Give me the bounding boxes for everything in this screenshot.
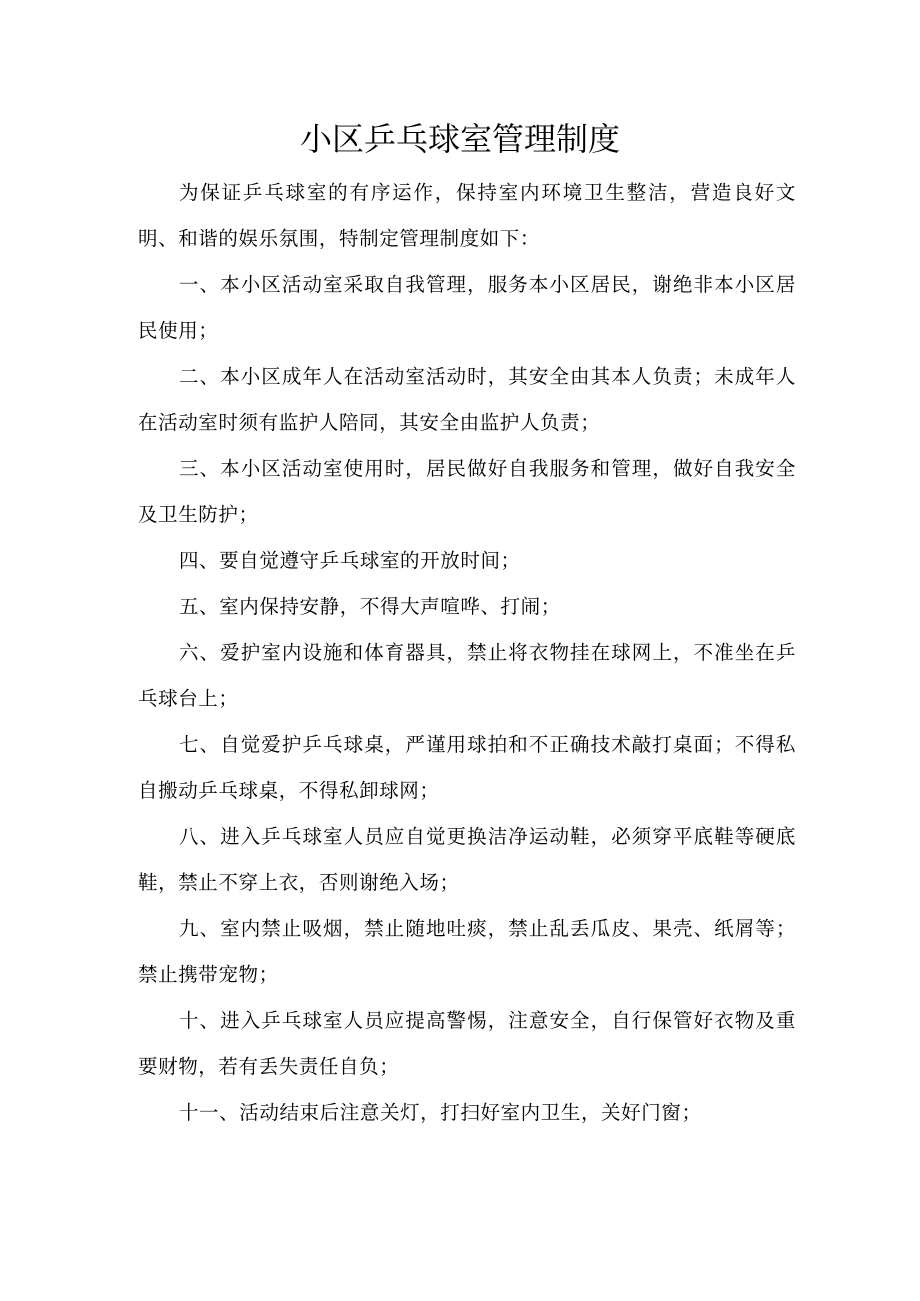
document-title: 小区乒乓球室管理制度: [299, 120, 620, 158]
rule-paragraph-6: 六、爱护室内设施和体育器具，禁止将衣物挂在球网上，不准坐在乒乓球台上；: [138, 641, 796, 710]
rule-paragraph-2: 二、本小区成年人在活动室活动时，其安全由其本人负责；未成年人在活动室时须有监护人陪同，其安全由监护人负责；: [138, 365, 796, 434]
rule-paragraph-1: 一、本小区活动室采取自我管理，服务本小区居民，谢绝非本小区居民使用；: [138, 273, 796, 342]
rule-paragraph-4: 四、要自觉遵守乒乓球室的开放时间；: [178, 549, 521, 572]
intro-paragraph: 为保证乒乓球室的有序运作，保持室内环境卫生整洁，营造良好文明、和谐的娱乐氛围，特制定管理制度如下：: [138, 181, 796, 250]
rule-paragraph-8: 八、进入乒乓球室人员应自觉更换洁净运动鞋，必须穿平底鞋等硬底鞋，禁止不穿上衣，否则谢绝入场；: [138, 825, 796, 894]
rule-paragraph-3: 三、本小区活动室使用时，居民做好自我服务和管理，做好自我安全及卫生防护；: [138, 457, 796, 526]
rule-paragraph-11: 十一、活动结束后注意关灯，打扫好室内卫生，关好门窗；: [178, 1101, 702, 1124]
rule-paragraph-7: 七、自觉爱护乒乓球桌，严谨用球拍和不正确技术敲打桌面；不得私自搬动乒乓球桌，不得私卸球网；: [138, 733, 796, 802]
rule-paragraph-9: 九、室内禁止吸烟，禁止随地吐痰，禁止乱丢瓜皮、果壳、纸屑等；禁止携带宠物；: [138, 917, 796, 986]
rule-paragraph-5: 五、室内保持安静，不得大声喧哗、打闹；: [178, 595, 561, 618]
document-body: [138, 170, 796, 1136]
rule-paragraph-10: 十、进入乒乓球室人员应提高警惕，注意安全，自行保管好衣物及重要财物，若有丢失责任自负；: [138, 1009, 796, 1078]
